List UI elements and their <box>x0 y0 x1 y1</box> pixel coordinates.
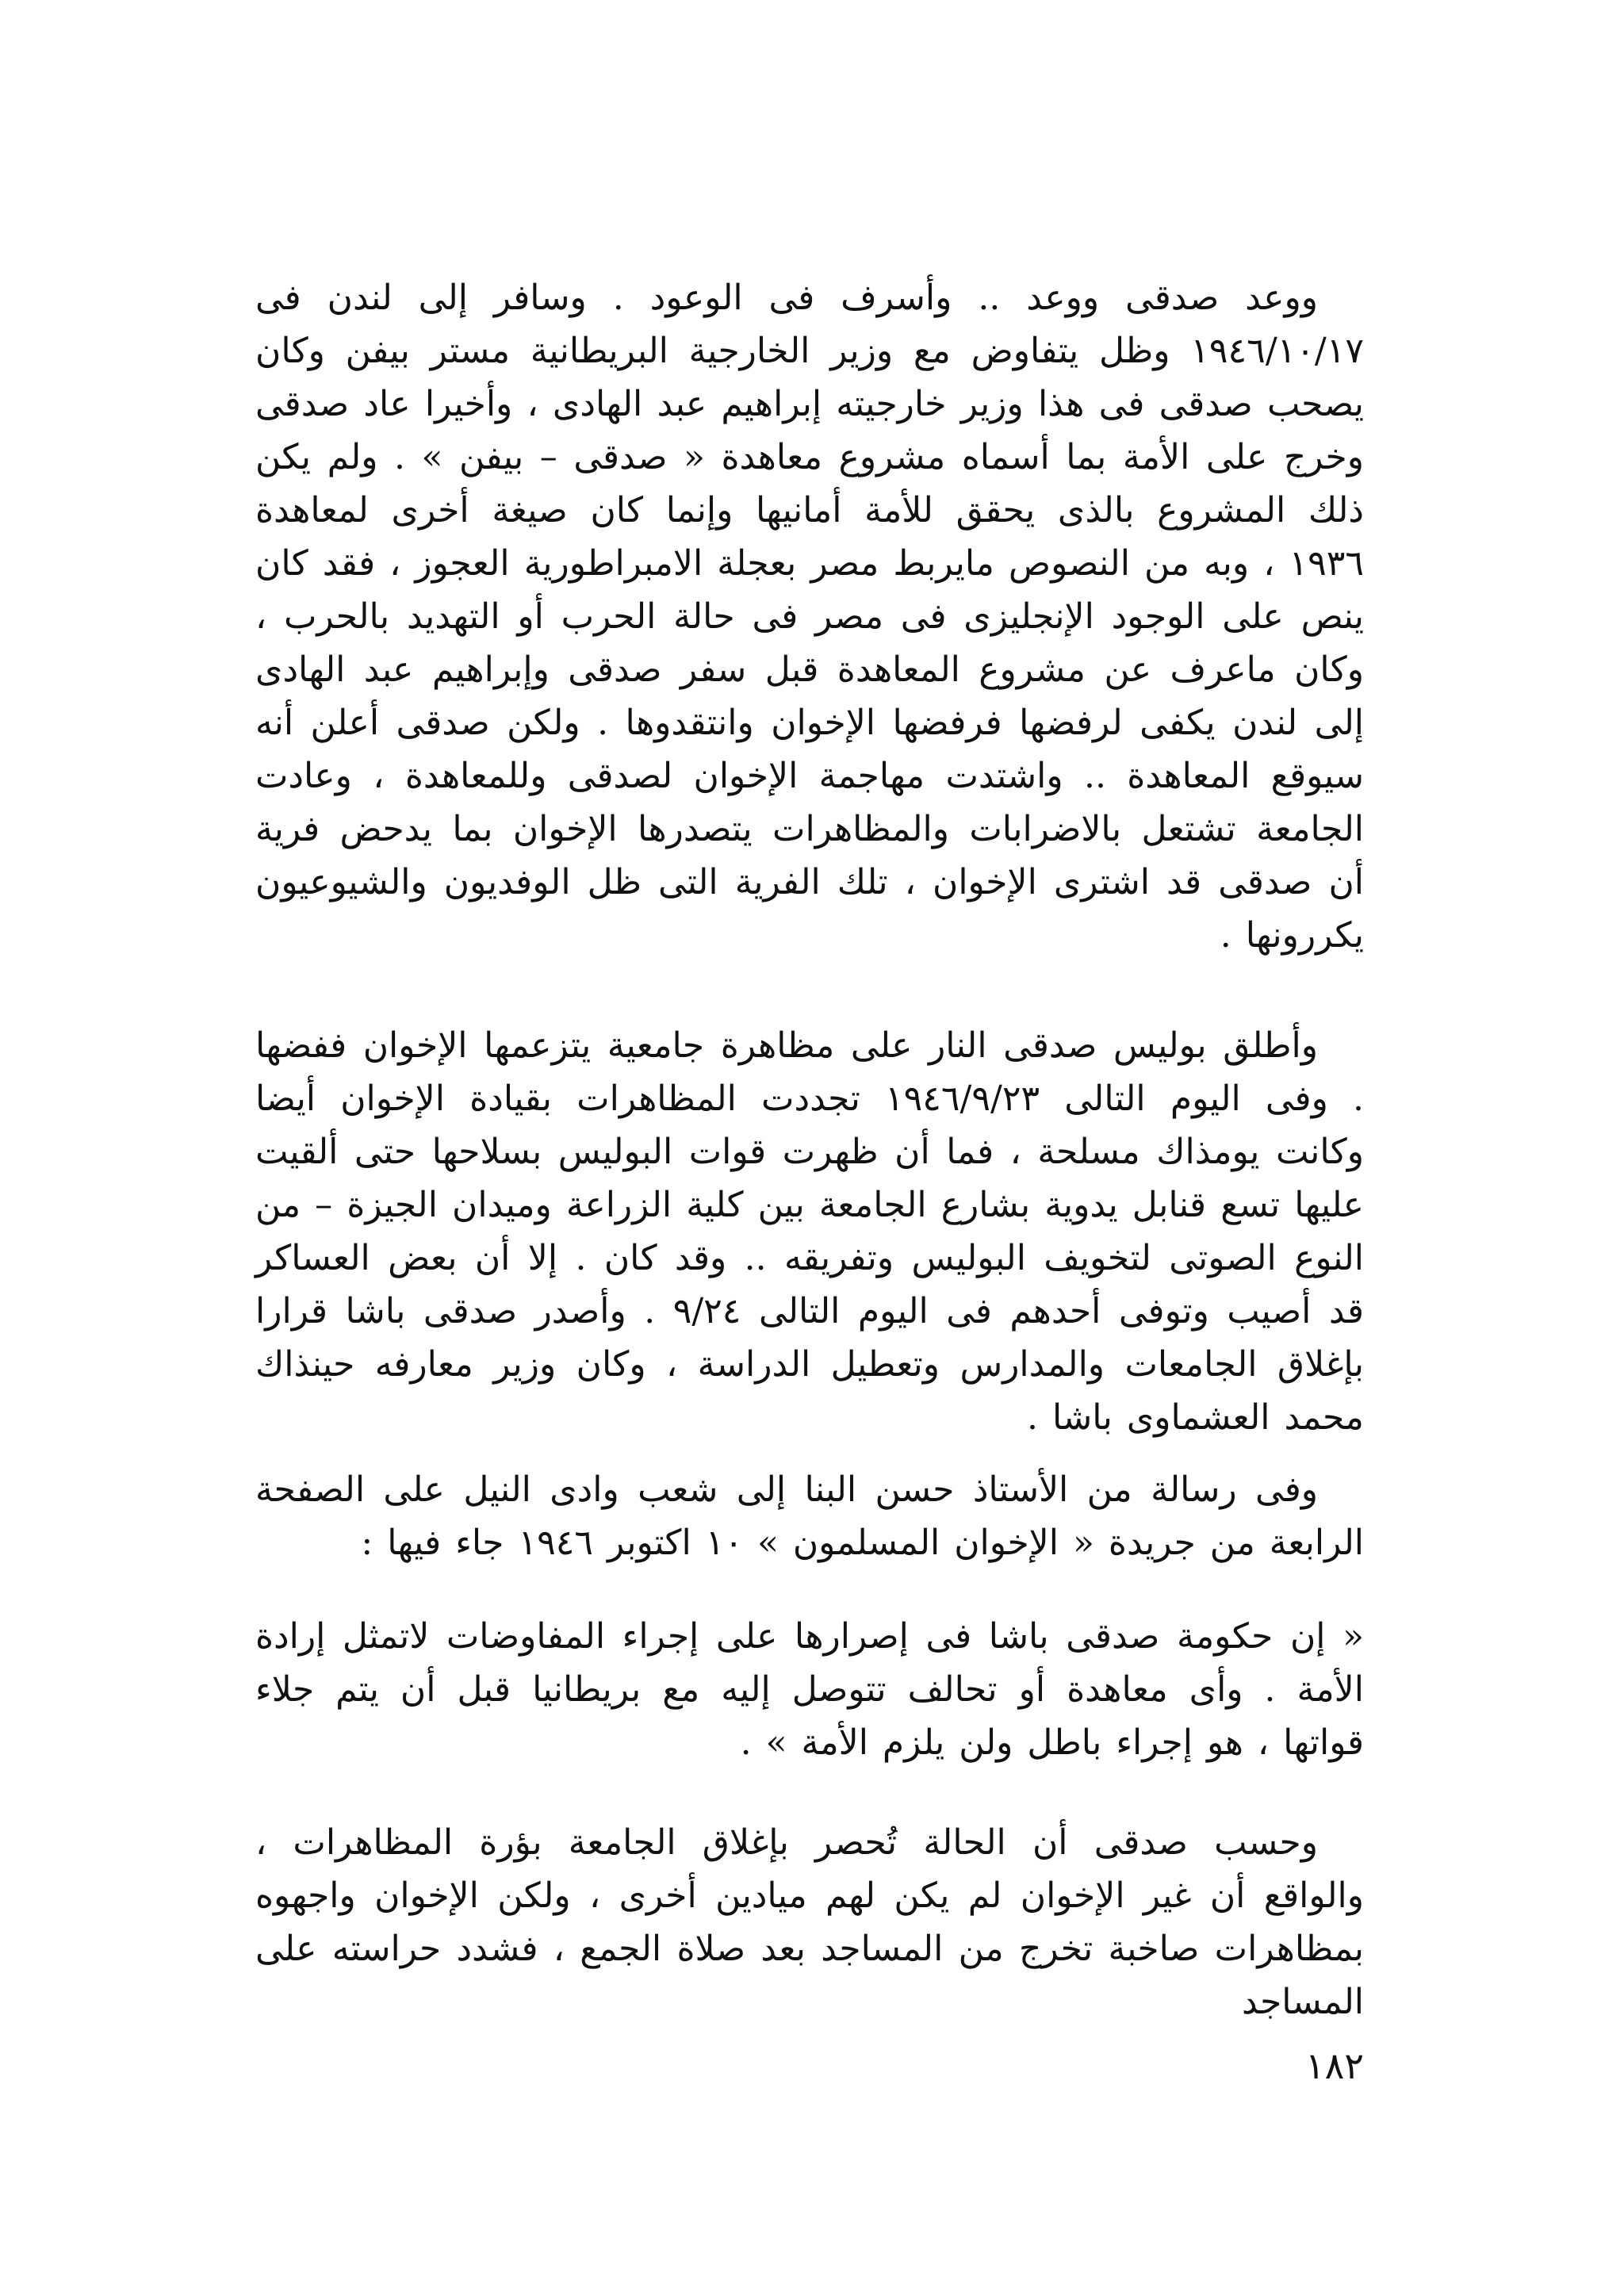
paragraph-banna-letter-intro: وفى رسالة من الأستاذ حسن البنا إلى شعب وادى النيل على الصفحة الرابعة من جريدة « الإخوان المسلمون » ١٠ اكتوبر ١٩٤٦ جاء فيها : <box>255 1469 1364 1563</box>
paragraph-mosque-demonstrations: وحسب صدقى أن الحالة تُحصر بإغلاق الجامعة بؤرة المظاهرات ، والواقع أن غير الإخوان لم يكن لهم ميادين أخرى ، ولكن الإخوان واجهوه بمظاهرات صاخبة تخرج من المساجد بعد صلاة الجمع ، فشدد حراسته على المساجد <box>255 1822 1364 2022</box>
paragraph-sidqi-treaty: ووعد صدقى ووعد .. وأسرف فى الوعود . وسافر إلى لندن فى ١٩٤٦/١٠/١٧ وظل يتفاوض مع وزير الخارجية البريطانية مستر بيفن وكان يصحب صدقى فى هذا وزير خارجيته إبراهيم عبد الهادى ، وأخيرا عاد صدقى وخرج على الأمة بما أسماه مشروع معاهدة « صدقى – بيفن » . ولم يكن ذلك المشروع بالذى يحقق للأمة أمانيها وإنما كان صيغة أخرى لمعاهدة ١٩٣٦ ، وبه من النصوص مايربط مصر بعجلة الامبراطورية العجوز ، فقد كان ينص على الوجود الإنجليزى فى مصر فى حالة الحرب أو التهديد بالحرب ، وكان ماعرف عن مشروع المعاهدة قبل سفر صدقى وإبراهيم عبد الهادى إلى لندن يكفى لرفضها فرفضها الإخوان وانتقدوها . ولكن صدقى أعلن أنه سيوقع المعاهدة .. واشتدت مهاجمة الإخوان لصدقى وللمعاهدة ، وعادت الجامعة تشتعل بالاضرابات والمظاهرات يتصدرها الإخوان بما يدحض فرية أن صدقى قد اشترى الإخوان ، تلك الفرية التى ظل الوفديون والشيوعيون يكررونها . <box>255 278 1364 956</box>
paragraph-university-demonstration: وأطلق بوليس صدقى النار على مظاهرة جامعية يتزعمها الإخوان ففضها . وفى اليوم التالى ١٩٤٦/٩/٢٣ تجددت المظاهرات بقيادة الإخوان أيضا وكانت يومذاك مسلحة ، فما أن ظهرت قوات البوليس بسلاحها حتى ألقيت عليها تسع قنابل يدوية بشارع الجامعة بين كلية الزراعة وميدان الجيزة – من النوع الصوتى لتخويف البوليس وتفريقه .. وقد كان . إلا أن بعض العساكر قد أصيب وتوفى أحدهم فى اليوم التالى ٩/٢٤ . وأصدر صدقى باشا قرارا بإغلاق الجامعات والمدارس وتعطيل الدراسة ، وكان وزير معارفه حينذاك محمد العشماوى باشا . <box>255 1025 1364 1438</box>
page-number: ١٨٢ <box>1304 2044 1364 2087</box>
paragraph-quotation: « إن حكومة صدقى باشا فى إصرارها على إجراء المفاوضات لاتمثل إرادة الأمة . وأى معاهدة أو تحالف تتوصل إليه مع بريطانيا قبل أن يتم جلاء قواتها ، هو إجراء باطل ولن يلزم الأمة » . <box>255 1616 1364 1763</box>
